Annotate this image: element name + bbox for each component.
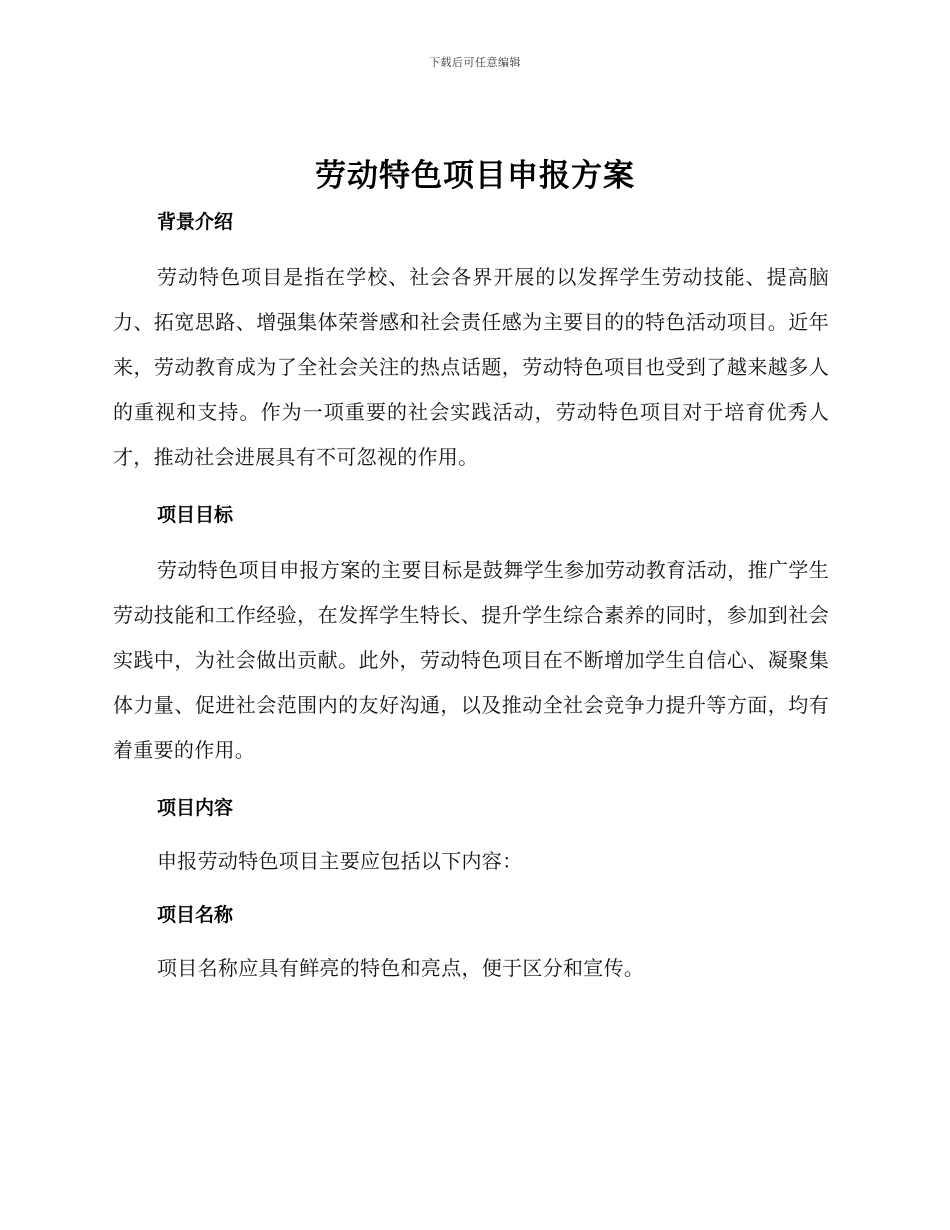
document-title: 劳动特色项目申报方案 — [315, 158, 635, 194]
section-content — [113, 791, 829, 884]
section-heading-background: 背景介绍 — [157, 211, 234, 233]
section-paragraph-goals: 劳动特色项目申报方案的主要目标是鼓舞学生参加劳动教育活动，推广学生劳动技能和工作经验，在发挥学生特长、提升学生综合素养的同时，参加到社会实践中，为社会做出贡献。此外，劳动特色项目在不断增加学生自信心、凝聚集体力量、促进社会范围内的友好沟通，以及推动全社会竞争力提升等方面，均有着重要的作用。 — [113, 558, 829, 762]
section-heading-name: 项目名称 — [157, 904, 234, 926]
section-background — [113, 205, 829, 480]
section-paragraph-content: 申报劳动特色项目主要应包括以下内容： — [157, 849, 523, 873]
section-name — [113, 898, 829, 991]
section-goals — [113, 498, 829, 773]
section-heading-content: 项目内容 — [157, 797, 234, 819]
document-body — [113, 205, 829, 1005]
section-paragraph-name: 项目名称应具有鲜亮的特色和亮点，便于区分和宣传。 — [157, 956, 645, 980]
page-header-note: 下载后可任意编辑 — [429, 56, 521, 69]
section-paragraph-background: 劳动特色项目是指在学校、社会各界开展的以发挥学生劳动技能、提高脑力、拓宽思路、增强集体荣誉感和社会责任感为主要目的的特色活动项目。近年来，劳动教育成为了全社会关注的热点话题，劳动特色项目也受到了越来越多人的重视和支持。作为一项重要的社会实践活动，劳动特色项目对于培育优秀人才，推动社会进展具有不可忽视的作用。 — [113, 265, 829, 469]
section-heading-goals: 项目目标 — [157, 504, 234, 526]
